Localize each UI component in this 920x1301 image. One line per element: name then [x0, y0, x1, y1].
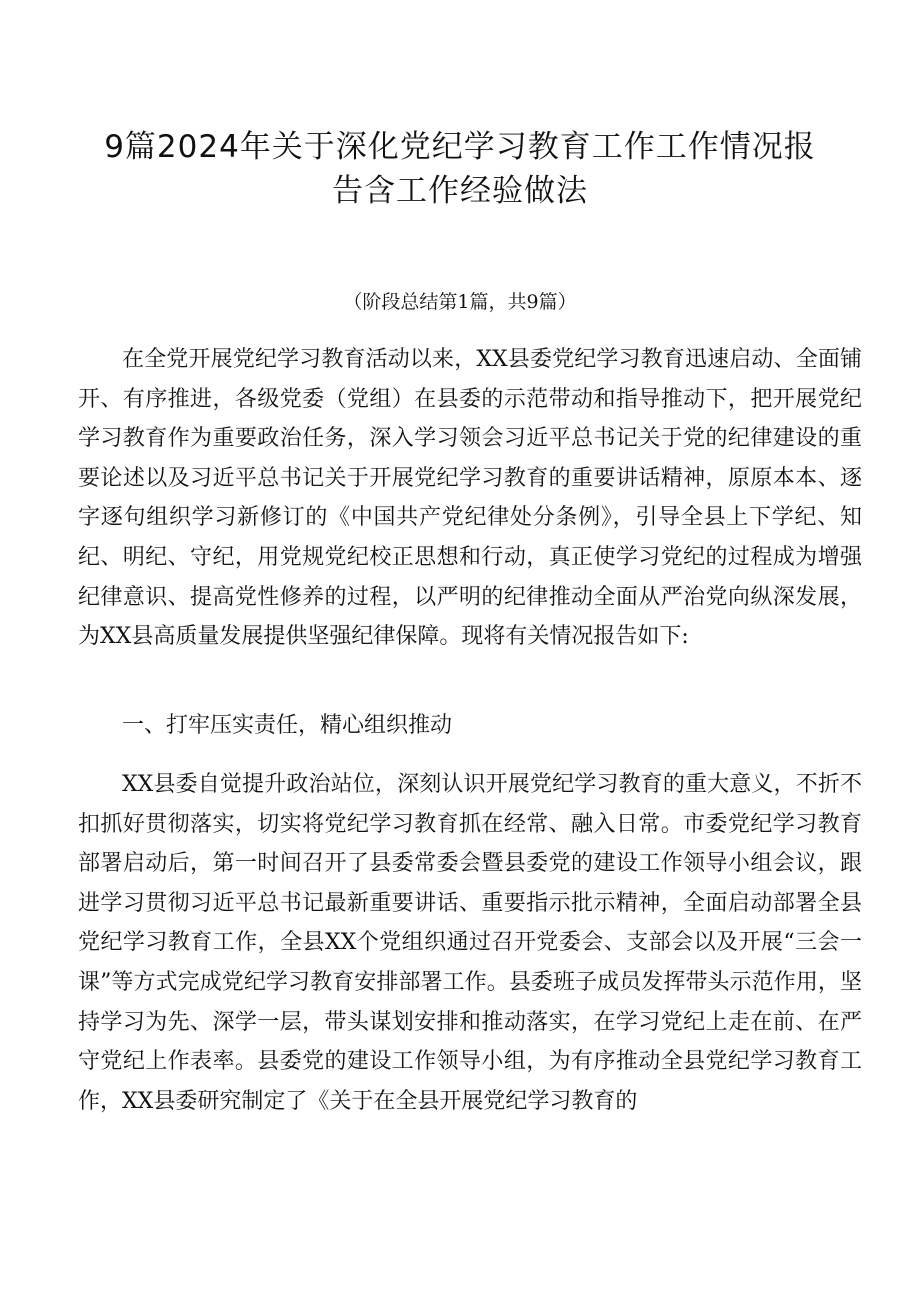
intro-paragraph: 在全党开展党纪学习教育活动以来，XX县委党纪学习教育迅速启动、全面铺开、有序推进，各级党委（党组）在县委的示范带动和指导推动下，把开展党纪学习教育作为重要政治任务，深入学习领会习近平总书记关于党的纪律建设的重要论述以及习近平总书记关于开展党纪学习教育的重要讲话精神，原原本本、逐字逐句组织学习新修订的《中国共产党纪律处分条例》，引导全县上下学纪、知纪、明纪、守纪，用党规党纪校正思想和行动，真正使学习党纪的过程成为增强纪律意识、提高党性修养的过程，以严明的纪律推动全面从严治党向纵深发展，为XX县高质量发展提供坚强纪律保障。现将有关情况报告如下:: [78, 347, 862, 650]
document-subtitle: （阶段总结第1篇，共9篇）: [343, 291, 577, 313]
section-heading-1: 一、打牢压实责任，精心组织推动: [122, 713, 453, 738]
document-title-line-2: 告含工作经验做法: [332, 173, 588, 209]
document-title-line-1: 9篇2024年关于深化党纪学习教育工作工作情况报: [104, 129, 816, 165]
section-1-paragraph: XX县委自觉提升政治站位，深刻认识开展党纪学习教育的重大意义，不折不扣抓好贯彻落实，切实将党纪学习教育抓在经常、融入日常。市委党纪学习教育部署启动后，第一时间召开了县委常委会暨县委党的建设工作领导小组会议，跟进学习贯彻习近平总书记最新重要讲话、重要指示批示精神，全面启动部署全县党纪学习教育工作，全县XX个党组织通过召开党委会、支部会以及开展“三会一课”等方式完成党纪学习教育安排部署工作。县委班子成员发挥带头示范作用，坚持学习为先、深学一层，带头谋划安排和推动落实，在学习党纪上走在前、在严守党纪上作表率。县委党的建设工作领导小组，为有序推动全县党纪学习教育工作，XX县委研究制定了《关于在全县开展党纪学习教育的: [78, 772, 862, 1114]
